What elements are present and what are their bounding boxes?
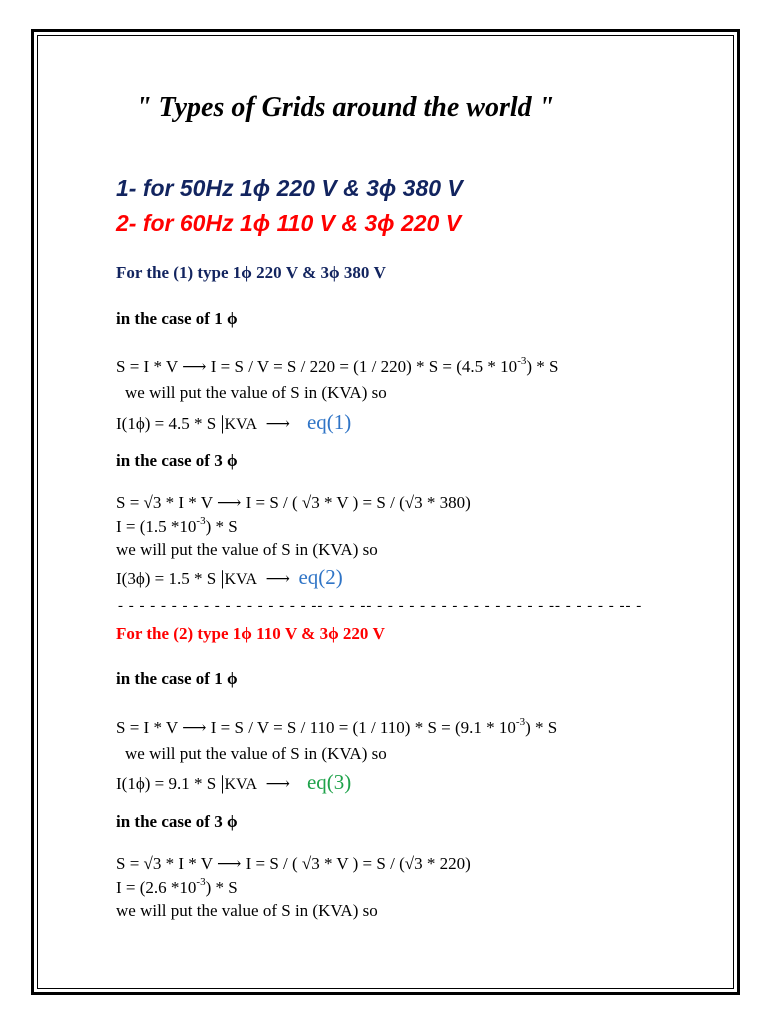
equation-tail: ) * S bbox=[205, 878, 238, 897]
exponent: -3 bbox=[517, 355, 527, 367]
result-text: I(1ϕ) = 4.5 * S bbox=[116, 414, 221, 433]
section2-heading: For the (2) type 1ϕ 110 V & 3ϕ 220 V bbox=[116, 624, 385, 643]
equation-label: eq(3) bbox=[306, 770, 352, 794]
section1-case3-equation: S = √3 * I * V ⟶ I = S / ( √3 * V ) = S / (√3 * 380) bbox=[116, 493, 471, 512]
arrow-icon: ⟶ bbox=[265, 569, 290, 588]
equation-text: I = (2.6 *10 bbox=[116, 878, 197, 897]
section1-case3-heading: in the case of 3 ϕ bbox=[116, 451, 238, 470]
section1-heading: For the (1) type 1ϕ 220 V & 3ϕ 380 V bbox=[116, 263, 386, 282]
grid-type-60hz: 2- for 60Hz 1ϕ 110 V & 3ϕ 220 V bbox=[116, 210, 462, 236]
section2-case1-equation bbox=[116, 718, 557, 738]
section2-case1-result bbox=[116, 770, 351, 795]
section1-case1-result bbox=[116, 410, 351, 435]
exponent: -3 bbox=[196, 515, 206, 527]
evaluation-bar: | bbox=[220, 772, 225, 794]
result-text: I(1ϕ) = 9.1 * S bbox=[116, 774, 221, 793]
section1-case1-note: we will put the value of S in (KVA) so bbox=[125, 383, 387, 402]
evaluation-bar: | bbox=[220, 412, 225, 434]
equation-text: S = I * V ⟶ I = S / V = S / 220 = (1 / 220) * S = (4.5 * 10 bbox=[116, 357, 518, 376]
evaluation-bar: | bbox=[220, 567, 225, 589]
equation-text: I = (1.5 *10 bbox=[116, 517, 197, 536]
arrow-icon: ⟶ bbox=[265, 774, 290, 793]
arrow-icon: ⟶ bbox=[265, 414, 290, 433]
section2-case3-note: we will put the value of S in (KVA) so bbox=[116, 901, 378, 920]
section1-case1-heading: in the case of 1 ϕ bbox=[116, 309, 238, 328]
section2-case3-heading: in the case of 3 ϕ bbox=[116, 812, 238, 831]
kva-unit: KVA bbox=[224, 571, 258, 588]
section2-case3-equation: S = √3 * I * V ⟶ I = S / ( √3 * V ) = S / (√3 * 220) bbox=[116, 854, 471, 873]
section2-case1-note: we will put the value of S in (KVA) so bbox=[125, 744, 387, 763]
result-text: I(3ϕ) = 1.5 * S bbox=[116, 569, 221, 588]
equation-label: eq(1) bbox=[306, 410, 352, 434]
equation-tail: ) * S bbox=[525, 718, 558, 737]
kva-unit: KVA bbox=[224, 776, 258, 793]
kva-unit: KVA bbox=[224, 416, 258, 433]
section1-case1-equation bbox=[116, 357, 558, 377]
section2-case3-current bbox=[116, 878, 238, 898]
grid-type-50hz: 1- for 50Hz 1ϕ 220 V & 3ϕ 380 V bbox=[116, 175, 463, 201]
section1-case3-result bbox=[116, 565, 343, 590]
section-divider: - - - - - - - - - - - - - - - - - - -- - - - -- - - - - - - - - - - - - - - - - -- - - - - - -- - bbox=[118, 598, 643, 614]
equation-label: eq(2) bbox=[298, 565, 343, 589]
page-title: " Types of Grids around the world " bbox=[136, 92, 555, 123]
exponent: -3 bbox=[196, 876, 206, 888]
equation-text: S = I * V ⟶ I = S / V = S / 110 = (1 / 110) * S = (9.1 * 10 bbox=[116, 718, 516, 737]
equation-tail: ) * S bbox=[526, 357, 559, 376]
section2-case1-heading: in the case of 1 ϕ bbox=[116, 669, 238, 688]
exponent: -3 bbox=[515, 716, 526, 728]
equation-tail: ) * S bbox=[205, 517, 238, 536]
section1-case3-note: we will put the value of S in (KVA) so bbox=[116, 540, 378, 559]
section1-case3-current bbox=[116, 517, 238, 537]
